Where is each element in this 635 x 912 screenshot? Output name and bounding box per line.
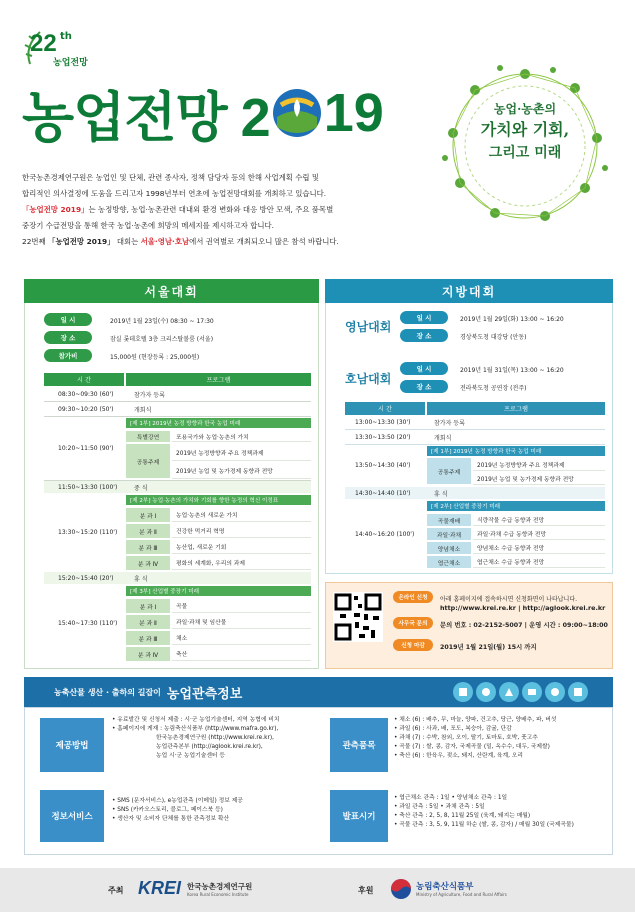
obs-method-list <box>112 716 279 761</box>
seoul-part3-key-3: 분 과 Ⅳ <box>126 647 170 661</box>
region-header-text: 지방대회 <box>441 284 497 299</box>
yeongnam-title: 영남대회 <box>345 320 392 334</box>
seoul-row-6-time: 15:20~15:40 (20') <box>44 572 311 584</box>
obs-method-item-4: 농업 시·군 농업기술센터 등 <box>156 753 225 759</box>
seoul-info-key-0: 일 시 <box>44 313 92 326</box>
krei-name-en: Korea Rural Economic Institute <box>187 891 249 897</box>
region-part2-val-0: 식량작물 수급 동향과 전망 <box>473 514 605 526</box>
seoul-part3-val-3: 축산 <box>172 647 311 661</box>
badge-number: 22 <box>30 30 57 57</box>
deadline-text: 2019년 1월 21일(월) 15시 까지 <box>440 644 537 651</box>
seoul-part3-val-1: 과일·과채 및 임산물 <box>172 615 311 629</box>
region-part2-key-0: 곡물재배 <box>427 514 471 526</box>
page-title <box>22 80 384 146</box>
yeongnam-date: 2019년 1월 29일(화) 13:00 ~ 16:20 <box>460 316 564 323</box>
seoul-part1-val-b1: 2019년 농정방향과 주요 정책과제 <box>172 444 311 461</box>
seoul-info-value-0: 2019년 1월 23일(수) 08:30 ~ 17:30 <box>110 318 214 325</box>
intro-line-5-d: 서울·영남·호남 <box>140 237 190 246</box>
qr-code-icon[interactable] <box>333 592 383 642</box>
seoul-part3-key-0: 분 과 Ⅰ <box>126 599 170 613</box>
obs-method-item-0: • 유료발간 및 신청서 제출 : 시·군 농업기술센터, 지역 농협에 비치 <box>112 717 280 723</box>
slogan-line-2: 가치와 기회, <box>480 120 570 139</box>
seoul-info-value-1: 잠실 롯데호텔 3층 크리스탈볼룸 (서울) <box>110 336 214 343</box>
yeongnam-key-date: 일 시 <box>400 311 448 324</box>
mafra-logo <box>416 880 507 897</box>
seoul-part2-bar: [제 2부] 농업·농촌의 가치와 기회를 향한 농정의 혁신 이정표 <box>126 495 311 505</box>
online-apply-label: 온라인 신청 <box>393 591 433 603</box>
seoul-row-2-time: 09:30~10:20 (50') <box>58 405 114 413</box>
seoul-row-1-program: 참가자 등록 <box>134 391 165 399</box>
obs-items-item-2: • 과채 (7) : 수박, 참외, 오이, 딸기, 토마토, 호박, 풋고추 <box>394 735 538 741</box>
seoul-part2-key-0: 분 과 Ⅰ <box>126 508 170 522</box>
mafra-name-en: Ministry of Agriculture, Food and Rural Affairs <box>416 892 507 897</box>
slogan <box>460 100 590 164</box>
region-row-4-program: 휴 식 <box>434 490 448 498</box>
footer <box>0 868 635 912</box>
intro-paragraph <box>22 170 442 250</box>
obs-banner-title: 농업관측정보 <box>166 686 243 702</box>
obs-schedule-item-0: • 엽근채소 관측 : 1일 • 양념채소 관측 : 1일 <box>394 795 508 801</box>
obs-items-item-3: • 곡물 (7) : 쌀, 콩, 감자, 국제곡물 (밀, 옥수수, 대두, 국제쌀) <box>394 744 550 750</box>
intro-line-5-a: 22번째 <box>22 237 49 246</box>
honam-key-place: 장 소 <box>400 380 448 393</box>
obs-schedule-list <box>394 794 574 830</box>
obs-method-item-1: • 홈페이지에 게재 : 농림축산식품부 (http://www.mafra.go.kr), <box>112 726 279 732</box>
honam-place: 전라북도청 공연장 (전주) <box>460 385 527 392</box>
seoul-row-7-time: 15:40~17:30 (110') <box>58 620 118 627</box>
intro-line-1: 한국농촌경제연구원은 농업인 및 단체, 관련 종사자, 정책 담당자 등의 한해 사업계획 수립 및 <box>22 173 320 182</box>
seoul-info-value-2: 15,000원 (현장등록 : 25,000원) <box>110 354 200 361</box>
slogan-line-3: 그리고 미래 <box>488 145 562 161</box>
obs-schedule-item-2: • 축산 관측 : 2, 5, 8, 11월 25일 (육계, 돼지는 매월) <box>394 813 531 819</box>
obs-schedule-item-1: • 과일 관측 : 5일 • 과채 관측 : 5일 <box>394 804 485 810</box>
region-part2-bar: [제 2부] 산업별 중장기 미래 <box>427 501 605 511</box>
obs-method-item-3: 농업관측본부 (http://aglook.krei.re.kr), <box>156 744 263 750</box>
region-row-3-time: 13:50~14:30 (40') <box>355 461 411 469</box>
seoul-part2-key-3: 분 과 Ⅳ <box>126 556 170 570</box>
seoul-part1-bar: [제 1부] 2019년 농정 방향과 한국 농업 미래 <box>126 418 311 428</box>
badge-suffix: th <box>60 31 72 42</box>
seoul-part2-key-2: 분 과 Ⅲ <box>126 540 170 554</box>
seoul-part1-key-b: 공통주제 <box>126 444 170 478</box>
obs-service-item-1: • SNS (카카오스토리, 블로그, 페이스북 등) <box>112 807 223 813</box>
region-part2-val-3: 엽근채소 수급 동향과 전망 <box>473 556 605 568</box>
region-part1-val-1: 2019년 농정방향과 주요 정책과제 <box>473 458 605 471</box>
region-part1-key: 공통주제 <box>427 458 471 484</box>
krei-logo-text: KREI <box>138 878 182 898</box>
obs-category-icons <box>452 681 602 703</box>
region-row-1-time: 13:00~13:30 (30') <box>355 418 411 426</box>
obs-method-label: 제공방법 <box>40 718 104 772</box>
obs-schedule-item-3: • 곡물 관측 : 3, 5, 9, 11월 하순 (쌀, 콩, 감자) / 매월 30일 (국제곡물) <box>394 822 574 828</box>
mafra-emblem-icon <box>390 878 412 900</box>
krei-name-kr: 한국농촌경제연구원 <box>187 881 253 891</box>
honam-key-date: 일 시 <box>400 362 448 375</box>
online-apply-text: 아래 홈페이지에 접속하시면 신청화면이 나타납니다. <box>440 596 578 603</box>
intro-line-5-e: 에서 권역별로 개최되오니 많은 참석 바랍니다. <box>189 237 339 246</box>
url-separator: | <box>515 604 523 612</box>
obs-items-item-0: • 채소 (6) : 배추, 무, 마늘, 양파, 건고추, 당근, 양배추, 파, 버섯 <box>394 717 557 723</box>
seoul-part3-val-0: 곡물 <box>172 599 311 613</box>
seoul-part2-val-0: 농업·농촌의 새로운 가치 <box>172 508 311 522</box>
seoul-info-key-2: 참가비 <box>44 349 92 362</box>
seoul-part3-key-1: 분 과 Ⅱ <box>126 615 170 629</box>
office-contact-text: 문의 번호 : 02-2152-5007 | 운영 시간 : 09:00~18:00 <box>440 622 608 629</box>
region-row-5-time: 14:40~16:20 (100') <box>355 530 415 538</box>
region-row-1-program: 참가자 등록 <box>434 419 465 427</box>
office-contact-label: 사무국 문의 <box>393 617 433 629</box>
seoul-part2-val-3: 평화의 세계화, 우리의 과제 <box>172 556 311 570</box>
obs-schedule-label: 발표시기 <box>330 790 388 842</box>
seoul-part3-key-2: 분 과 Ⅲ <box>126 631 170 645</box>
seoul-row-2-program: 개회식 <box>134 406 152 414</box>
intro-line-5-b: 「농업전망 2019」 <box>48 237 115 246</box>
footer-sponsor-label: 후원 <box>358 886 374 895</box>
seoul-part1-val-b2: 2019년 농업 및 농가경제 동향과 전망 <box>172 462 311 479</box>
intro-line-2: 합리적인 의사결정에 도움을 드리고자 1998년부터 연초에 농업전망대회를 개최하고 있습니다. <box>22 189 327 198</box>
slogan-line-1: 농업·농촌의 <box>493 102 557 116</box>
seoul-row-6-program: 휴 식 <box>134 575 148 583</box>
online-apply-urls <box>440 604 605 612</box>
seoul-part2-val-1: 건강한 먹거리 혁명 <box>172 524 311 538</box>
badge-subtitle: 농업전망 <box>53 58 88 68</box>
krei-logo <box>138 878 252 899</box>
aglook-url-link[interactable]: http://aglook.krei.re.kr <box>522 604 606 612</box>
seoul-part3-val-2: 채소 <box>172 631 311 645</box>
obs-method-item-2: 한국농촌경제연구원 (http://www.krei.re.kr), <box>156 735 274 741</box>
obs-items-list <box>394 716 556 761</box>
globe-zero-icon <box>271 87 323 139</box>
region-row-2-time: 13:30~13:50 (20') <box>355 433 411 441</box>
obs-banner-pre: 농축산물 생산 · 출하의 길잡이 <box>54 687 161 697</box>
obs-items-label: 관측품목 <box>330 718 388 772</box>
region-th-time: 시 간 <box>345 402 425 415</box>
region-part1-bar: [제 1부] 2019년 농정 방향과 한국 농업 미래 <box>427 446 605 456</box>
seoul-part2-key-1: 분 과 Ⅱ <box>126 524 170 538</box>
deadline-label: 신청 마감 <box>393 639 433 651</box>
obs-items-item-1: • 과일 (6) : 사과, 배, 포도, 복숭아, 감귤, 단감 <box>394 726 512 732</box>
region-part2-val-2: 양념채소 수급 동향과 전망 <box>473 542 605 554</box>
seoul-header <box>24 279 319 303</box>
obs-service-list <box>112 797 243 824</box>
seoul-row-4-program: 중 식 <box>134 484 148 492</box>
obs-service-item-2: • 생산자 및 소비자 단체를 통한 관측정보 확산 <box>112 816 230 822</box>
region-row-4-time: 14:30~14:40 (10') <box>345 487 605 499</box>
title-text: 농업전망 2 <box>22 87 270 148</box>
title-year-tail: 19 <box>323 83 384 143</box>
honam-title: 호남대회 <box>345 372 392 386</box>
seoul-part3-bar: [제 3부] 산업별 중장기 미래 <box>126 586 311 596</box>
honam-date: 2019년 1월 31일(목) 13:00 ~ 16:20 <box>460 367 564 374</box>
seoul-row-4-time: 11:50~13:30 (100') <box>44 481 311 493</box>
krei-url-link[interactable]: http://www.krei.re.kr <box>440 604 516 612</box>
footer-host-label: 주최 <box>108 886 124 895</box>
obs-items-item-4: • 축산 (6) : 한육우, 젖소, 돼지, 산란계, 육계, 오리 <box>394 753 523 759</box>
seoul-row-1-time: 08:30~09:30 (60') <box>58 390 114 398</box>
anniversary-badge <box>22 26 102 72</box>
region-part2-key-2: 양념채소 <box>427 542 471 554</box>
obs-service-item-0: • SMS (문자서비스), e농업관측 (이메일) 정보 제공 <box>112 798 243 804</box>
region-header <box>325 279 613 303</box>
region-th-program: 프로그램 <box>427 402 605 415</box>
region-row-2-program: 개회식 <box>434 434 452 442</box>
region-part2-key-1: 과일·과채 <box>427 528 471 540</box>
region-part2-key-3: 엽근채소 <box>427 556 471 568</box>
seoul-th-program: 프로그램 <box>126 373 311 386</box>
seoul-part1-key-a: 특별강연 <box>126 431 170 442</box>
seoul-info-key-1: 장 소 <box>44 331 92 344</box>
seoul-part1-val-a: 포용국가와 농업·농촌의 가치 <box>172 431 311 442</box>
intro-line-3 <box>22 202 442 218</box>
seoul-th-time: 시 간 <box>44 373 124 386</box>
seoul-part2-val-2: 농산업, 새로운 기회 <box>172 540 311 554</box>
intro-highlight-title: 「농업전망 2019」 <box>22 205 89 214</box>
obs-service-label: 정보서비스 <box>40 790 104 842</box>
seoul-header-text: 서울대회 <box>144 284 199 299</box>
region-part1-val-2: 2019년 농업 및 농가경제 동향과 전망 <box>473 472 605 485</box>
yeongnam-place: 경상북도청 대강당 (안동) <box>460 334 527 341</box>
intro-line-4: 중장기 수급전망을 통해 한국 농업·농촌에 희망의 메세지를 제시하고자 합니다. <box>22 221 274 230</box>
intro-line-5 <box>22 234 442 250</box>
intro-line-3-text: 는 농정방향, 농업·농촌관련 대내외 환경 변화와 대응 방안 모색, 주요 품목별 <box>88 205 334 214</box>
region-part2-val-1: 과일·과채 수급 동향과 전망 <box>473 528 605 540</box>
seoul-row-3-time: 10:20~11:50 (90') <box>58 444 114 452</box>
intro-line-5-c: 대회는 <box>114 237 141 246</box>
yeongnam-key-place: 장 소 <box>400 329 448 342</box>
mafra-name-kr: 농림축산식품부 <box>416 882 474 892</box>
seoul-row-5-time: 13:30~15:20 (110') <box>58 529 118 536</box>
